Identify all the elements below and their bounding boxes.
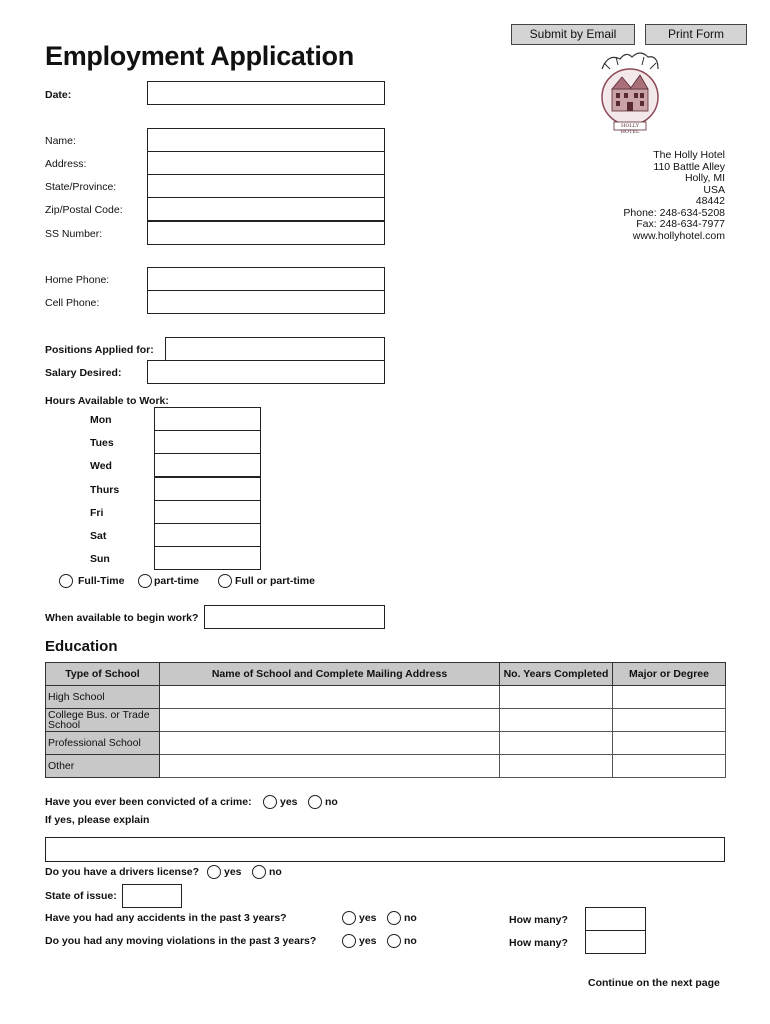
- table-row: [46, 686, 726, 709]
- print-form-button[interactable]: Print Form: [645, 24, 747, 45]
- major-degree-cell[interactable]: [613, 755, 726, 778]
- column-header: No. Years Completed: [500, 663, 613, 686]
- cell-phone-label: Cell Phone:: [45, 297, 100, 309]
- license-no-radio[interactable]: [252, 865, 266, 879]
- hotel-phone: Phone: 248-634-5208: [623, 206, 725, 219]
- begin-work-label: When available to begin work?: [45, 612, 199, 624]
- years-completed-cell[interactable]: [500, 686, 613, 709]
- education-table: [45, 662, 726, 778]
- day-label-sat: Sat: [90, 530, 107, 542]
- day-label-mon: Mon: [90, 414, 112, 426]
- home-phone-field[interactable]: [147, 267, 385, 291]
- address-field[interactable]: [147, 151, 385, 175]
- zip-label: Zip/Postal Code:: [45, 204, 123, 216]
- hotel-address: [560, 150, 725, 242]
- cell-phone-field[interactable]: [147, 290, 385, 314]
- day-label-thu: Thurs: [90, 484, 120, 496]
- crime-yes-radio[interactable]: [263, 795, 277, 809]
- hours-thu-field[interactable]: [154, 477, 261, 501]
- day-label-wed: Wed: [90, 460, 112, 472]
- column-header: Major or Degree: [613, 663, 726, 686]
- full-time-radio[interactable]: [59, 574, 73, 588]
- explain-label: If yes, please explain: [45, 814, 150, 826]
- accidents-yes-radio[interactable]: [342, 911, 356, 925]
- positions-label: Positions Applied for:: [45, 344, 154, 356]
- major-degree-cell[interactable]: [613, 686, 726, 709]
- part-time-label: part-time: [154, 575, 199, 587]
- day-label-sun: Sun: [90, 553, 110, 565]
- crime-no-radio[interactable]: [308, 795, 322, 809]
- accidents-count-field[interactable]: [585, 907, 646, 931]
- table-row: [46, 732, 726, 755]
- logo-text: HOLLY HOTEL: [620, 123, 640, 135]
- hours-wed-field[interactable]: [154, 453, 261, 477]
- violations-how-many-label: How many?: [509, 937, 568, 949]
- accidents-yes-label: yes: [359, 912, 377, 924]
- continue-note: Continue on the next page: [588, 977, 720, 989]
- violations-no-label: no: [404, 935, 417, 947]
- column-header: Type of School: [46, 663, 160, 686]
- years-completed-cell[interactable]: [500, 732, 613, 755]
- ssn-label: SS Number:: [45, 228, 103, 240]
- years-completed-cell[interactable]: [500, 709, 613, 732]
- begin-work-field[interactable]: [204, 605, 385, 629]
- hotel-country: USA: [703, 183, 725, 196]
- full-or-part-time-label: Full or part-time: [235, 575, 315, 587]
- violations-yes-label: yes: [359, 935, 377, 947]
- accidents-question-label: Have you had any accidents in the past 3 years?: [45, 912, 287, 924]
- hours-sun-field[interactable]: [154, 546, 261, 570]
- accidents-no-label: no: [404, 912, 417, 924]
- name-field[interactable]: [147, 128, 385, 152]
- years-completed-cell[interactable]: [500, 755, 613, 778]
- hours-tue-field[interactable]: [154, 430, 261, 454]
- name-label: Name:: [45, 135, 76, 147]
- school-address-cell[interactable]: [160, 755, 500, 778]
- violations-question-label: Do you had any moving violations in the past 3 years?: [45, 935, 317, 947]
- hours-mon-field[interactable]: [154, 407, 261, 431]
- state-of-issue-label: State of issue:: [45, 890, 117, 902]
- accidents-how-many-label: How many?: [509, 914, 568, 926]
- state-field[interactable]: [147, 174, 385, 198]
- school-address-cell[interactable]: [160, 709, 500, 732]
- crime-explain-field[interactable]: [45, 837, 725, 862]
- state-label: State/Province:: [45, 181, 117, 193]
- school-type-cell: High School: [46, 686, 160, 709]
- salary-label: Salary Desired:: [45, 367, 122, 379]
- accidents-no-radio[interactable]: [387, 911, 401, 925]
- state-of-issue-field[interactable]: [122, 884, 182, 908]
- violations-yes-radio[interactable]: [342, 934, 356, 948]
- education-header-row: [46, 663, 726, 686]
- major-degree-cell[interactable]: [613, 709, 726, 732]
- table-row: [46, 709, 726, 732]
- table-row: [46, 755, 726, 778]
- crime-question-label: Have you ever been convicted of a crime:: [45, 796, 252, 808]
- hotel-website: www.hollyhotel.com: [632, 229, 725, 242]
- submit-by-email-button[interactable]: Submit by Email: [511, 24, 635, 45]
- hours-label: Hours Available to Work:: [45, 395, 169, 407]
- school-address-cell[interactable]: [160, 686, 500, 709]
- day-label-tue: Tues: [90, 437, 114, 449]
- hours-sat-field[interactable]: [154, 523, 261, 547]
- school-type-cell: Professional School: [46, 732, 160, 755]
- hotel-name: The Holly Hotel: [653, 149, 725, 161]
- hours-fri-field[interactable]: [154, 500, 261, 524]
- school-type-cell: Other: [46, 755, 160, 778]
- address-label: Address:: [45, 158, 87, 170]
- hotel-logo: [598, 49, 662, 137]
- hotel-city: Holly, MI: [684, 172, 725, 184]
- violations-count-field[interactable]: [585, 930, 646, 954]
- positions-field[interactable]: [165, 337, 385, 361]
- full-or-part-time-radio[interactable]: [218, 574, 232, 588]
- education-heading: Education: [45, 638, 118, 655]
- salary-field[interactable]: [147, 360, 385, 384]
- ssn-field[interactable]: [147, 221, 385, 245]
- hotel-zip: 48442: [695, 195, 725, 207]
- major-degree-cell[interactable]: [613, 732, 726, 755]
- license-question-label: Do you have a drivers license?: [45, 866, 200, 878]
- full-time-label: Full-Time: [78, 575, 125, 587]
- school-address-cell[interactable]: [160, 732, 500, 755]
- date-field[interactable]: [147, 81, 385, 105]
- hotel-street: 110 Battle Alley: [653, 160, 725, 173]
- license-no-label: no: [269, 866, 282, 878]
- home-phone-label: Home Phone:: [45, 274, 110, 286]
- license-yes-label: yes: [224, 866, 242, 878]
- zip-field[interactable]: [147, 197, 385, 221]
- date-label: Date:: [45, 89, 72, 101]
- hotel-fax: Fax: 248-634-7977: [636, 218, 725, 230]
- day-label-fri: Fri: [90, 507, 104, 519]
- page-title: Employment Application: [45, 41, 354, 71]
- crime-no-label: no: [325, 796, 338, 808]
- part-time-radio[interactable]: [138, 574, 152, 588]
- crime-yes-label: yes: [280, 796, 298, 808]
- license-yes-radio[interactable]: [207, 865, 221, 879]
- column-header: Name of School and Complete Mailing Address: [160, 663, 500, 686]
- violations-no-radio[interactable]: [387, 934, 401, 948]
- school-type-cell: College Bus. or Trade School: [46, 709, 160, 732]
